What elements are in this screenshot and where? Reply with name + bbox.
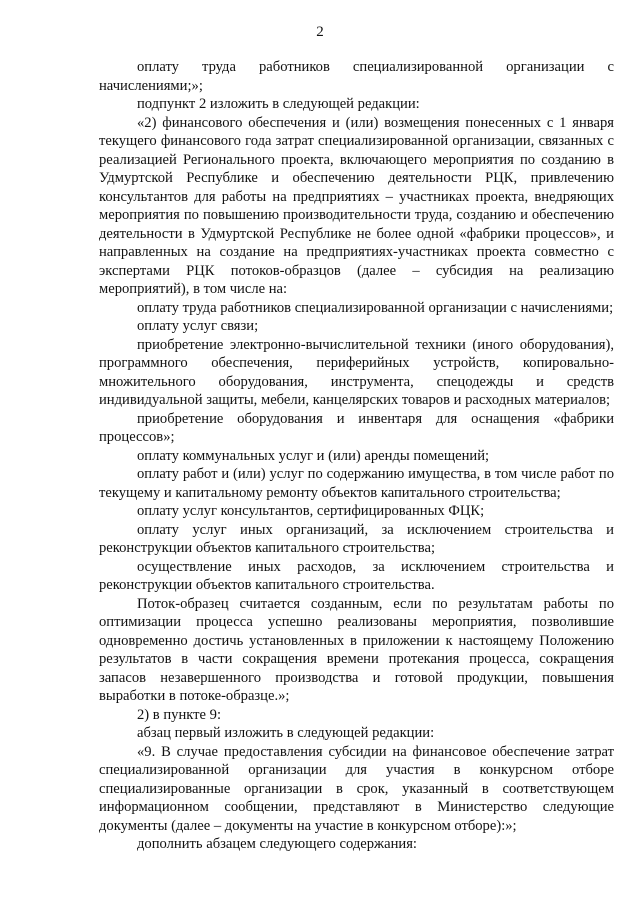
paragraph-utilities: оплату коммунальных услуг и (или) аренды помещений; — [137, 447, 490, 464]
paragraph-maintenance: оплату работ и (или) услуг по содержанию имущества, в том числе работ по текущему и капитальному ремонту объектов капитального строительства; — [99, 466, 614, 501]
paragraph-flow-sample: Поток-образец считается созданным, если по результатам работы по оптимизации процесса успешно реализованы мероприятия, позволившие одновременно достичь установленных в приложении к настоящему Положению результатов в части сокращения времени протекания процесса, сокращения запасов незавершенного производства и готовой продукции, повышения выработки в потоке-образце.»; — [99, 595, 614, 704]
paragraph-communications: оплату услуг связи; — [137, 318, 259, 334]
document-body — [99, 58, 614, 854]
paragraph-first-para-heading: абзац первый изложить в следующей редакции: — [137, 725, 435, 741]
paragraph-supplement-heading: дополнить абзацем следующего содержания: — [137, 836, 417, 852]
paragraph-consultants: оплату услуг консультантов, сертифицированных ФЦК; — [137, 503, 485, 519]
paragraph-point-9-heading: 2) в пункте 9: — [137, 706, 222, 723]
paragraph-salary: оплату труда работников специализированной организации с начислениями; — [137, 299, 614, 316]
paragraph-other-organizations: оплату услуг иных организаций, за исключением строительства и реконструкции объектов капитального строительства; — [99, 521, 614, 556]
paragraph-subpoint-2-heading: подпункт 2 изложить в следующей редакции: — [137, 96, 420, 112]
paragraph-equipment-purchase: приобретение электронно-вычислительной техники (иного оборудования), программного обеспечения, периферийных устройств, копировально-множительного оборудования, инструмента, спецодежды и средств индивидуальной защиты, мебели, канцелярских товаров и расходных материалов; — [99, 336, 614, 408]
paragraph-point-9-text: «9. В случае предоставления субсидии на финансовое обеспечение затрат специализированной организации для участия в конкурсном отборе специализированные организации в срок, указанный в соответствующем информационном сообщении, представляют в Министерство следующие документы (далее – документы на участие в конкурсном отборе):»; — [99, 743, 614, 834]
paragraph-factory-equipment: приобретение оборудования и инвентаря для оснащения «фабрики процессов»; — [99, 410, 614, 445]
paragraph-subpoint-2-text: «2) финансового обеспечения и (или) возмещения понесенных с 1 января текущего финансового года затрат специализированной организации, связанных с реализацией Регионального проекта, включающего мероприятия по созданию в Удмуртской Республике и обеспечению деятельности РЦК, привлечению консультантов для работы на предприятиях – участниках проекта, внедряющих мероприятия по повышению производительности труда, созданию и обеспечению деятельности в Удмуртской Республике не более одной «фабрики процессов», и направленных на создание на предприятиях-участниках проекта совместно с экспертами РЦК потоков-образцов (далее – субсидия на реализацию мероприятий), в том числе на: — [99, 114, 614, 297]
paragraph-other-expenses: осуществление иных расходов, за исключением строительства и реконструкции объектов капитального строительства. — [99, 558, 614, 593]
paragraph-salary-continuation: оплату труда работников специализированной организации с начислениями;»; — [99, 59, 614, 94]
page-number: 2 — [316, 24, 324, 40]
